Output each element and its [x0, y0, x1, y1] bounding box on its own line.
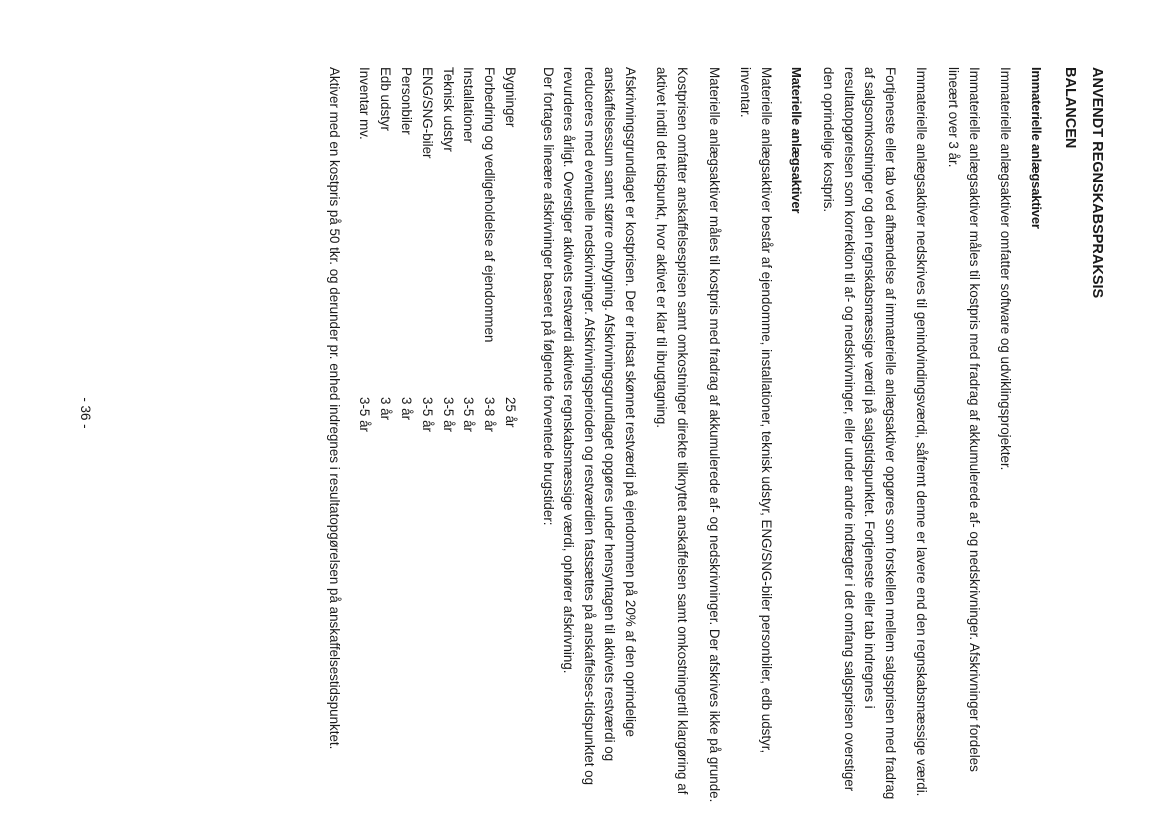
asset-life: 3 år — [378, 397, 394, 421]
asset-life: 3-8 år — [482, 397, 498, 432]
page-number: - 36 - — [78, 397, 93, 429]
table-row — [354, 67, 375, 432]
asset-life: 3-5 år — [440, 397, 456, 432]
asset-name: Teknisk udstyr — [440, 67, 456, 152]
tangible-paragraph: Kostprisen omfatter anskaffelsesprisen samt omkostninger direkte tilknyttet anskaffelsen samt omkostningertil klargøring af aktivet indtil det tidspunkt, hvor aktivet er klar til ibrugtagning. — [654, 67, 691, 795]
asset-name: Personbiler — [398, 67, 414, 135]
asset-life: 25 år — [502, 397, 518, 428]
tangible-paragraph: Materielle anlægsaktiver består af ejendomme, installationer, teknisk udstyr, ENG/SNG-biler personbiler, edb udstyr, inventar. — [738, 67, 774, 754]
tangible-paragraph: Materielle anlægsaktiver måles til kostpris med fradrag af akkumulerede af- og nedskrivninger. Der afskrives ikke på grunde. — [706, 67, 722, 803]
document-title: ANVENDT REGNSKABSPRAKSIS — [1089, 67, 1105, 299]
tangible-assets-heading: Materielle anlægsaktiver — [789, 67, 805, 214]
table-row — [458, 67, 479, 432]
intangible-assets-heading: Immaterielle anlægsaktiver — [1028, 67, 1044, 229]
table-row — [374, 67, 395, 432]
asset-name: Bygninger — [502, 67, 518, 128]
intangible-paragraph: Immaterielle anlægsaktiver omfatter software og udviklingsprojekter. — [998, 67, 1014, 471]
table-row — [395, 67, 416, 432]
table-row — [499, 67, 520, 432]
asset-name: Installationer — [461, 67, 477, 143]
asset-life: 3-5 år — [461, 397, 477, 432]
section-title: BALANCEN — [1062, 67, 1079, 149]
asset-name: ENG/SNG-biler — [419, 67, 435, 159]
lifetimes-intro: Der fortages lineære afskrivninger baseret på følgende forventede brugstider: — [540, 67, 556, 526]
asset-name: Forbedring og vedligeholdelse af ejendommen — [482, 67, 498, 343]
tangible-paragraph: Afskrivningsgrundlaget er kostprisen. Der er indsat skønnet restværdi på ejendommen på 20% af den oprindelige anskaffelsessum samt større ombygning. Afskrivningsgrundlaget opgøres under hensyntagen til aktivets restværdi og reduceres med eventuelle nedskrivninger. Afskrivningsperioden og restværdien fastsættes på anskaffelses-tidspunktet og revurderes årligt. Overstiger aktivets restværdi aktivets regnskabsmæssige værdi, ophører afskrivning. — [561, 67, 638, 786]
page-content — [312, 67, 1107, 807]
asset-name: Inventar mv. — [357, 67, 373, 140]
table-row — [478, 67, 499, 432]
closing-paragraph: Aktiver med en kostpris på 50 tkr. og derunder pr. enhed indregnes i resultatopgørelsen på anskaffelsestidspunktet. — [326, 67, 342, 750]
useful-life-table — [354, 67, 520, 432]
table-row — [437, 67, 458, 432]
intangible-paragraph: Immaterielle anlægsaktiver måles til kostpris med fradrag af akkumulerede af- og nedskrivninger. Afskrivninger fordeles lineært over 3 år. — [946, 67, 982, 772]
intangible-paragraph: Immaterielle anlægsaktiver nedskrives til genindvindingsværdi, såfremt denne er lavere end den regnskabsmæssige værdi. — [914, 67, 930, 797]
intangible-paragraph: Fortjeneste eller tab ved afhændelse af immaterielle anlægsaktiver opgøres som forskellen mellem salgsprisen med fradrag af salgsomkostninger og den regnskabsmæssige værdi på salgstidspunktet. Fortjeneste eller tab indregnes i resultatopgørelsen som korrektion til af- og nedskrivninger, eller under andre indtægter i det omfang salgsprisen overstiger den oprindelige kostpris. — [821, 67, 898, 800]
asset-life: 3-5 år — [419, 397, 435, 432]
table-row — [416, 67, 437, 432]
asset-name: Edb udstyr — [378, 67, 394, 132]
asset-life: 3-5 år — [357, 397, 373, 432]
asset-life: 3 år — [398, 397, 414, 421]
